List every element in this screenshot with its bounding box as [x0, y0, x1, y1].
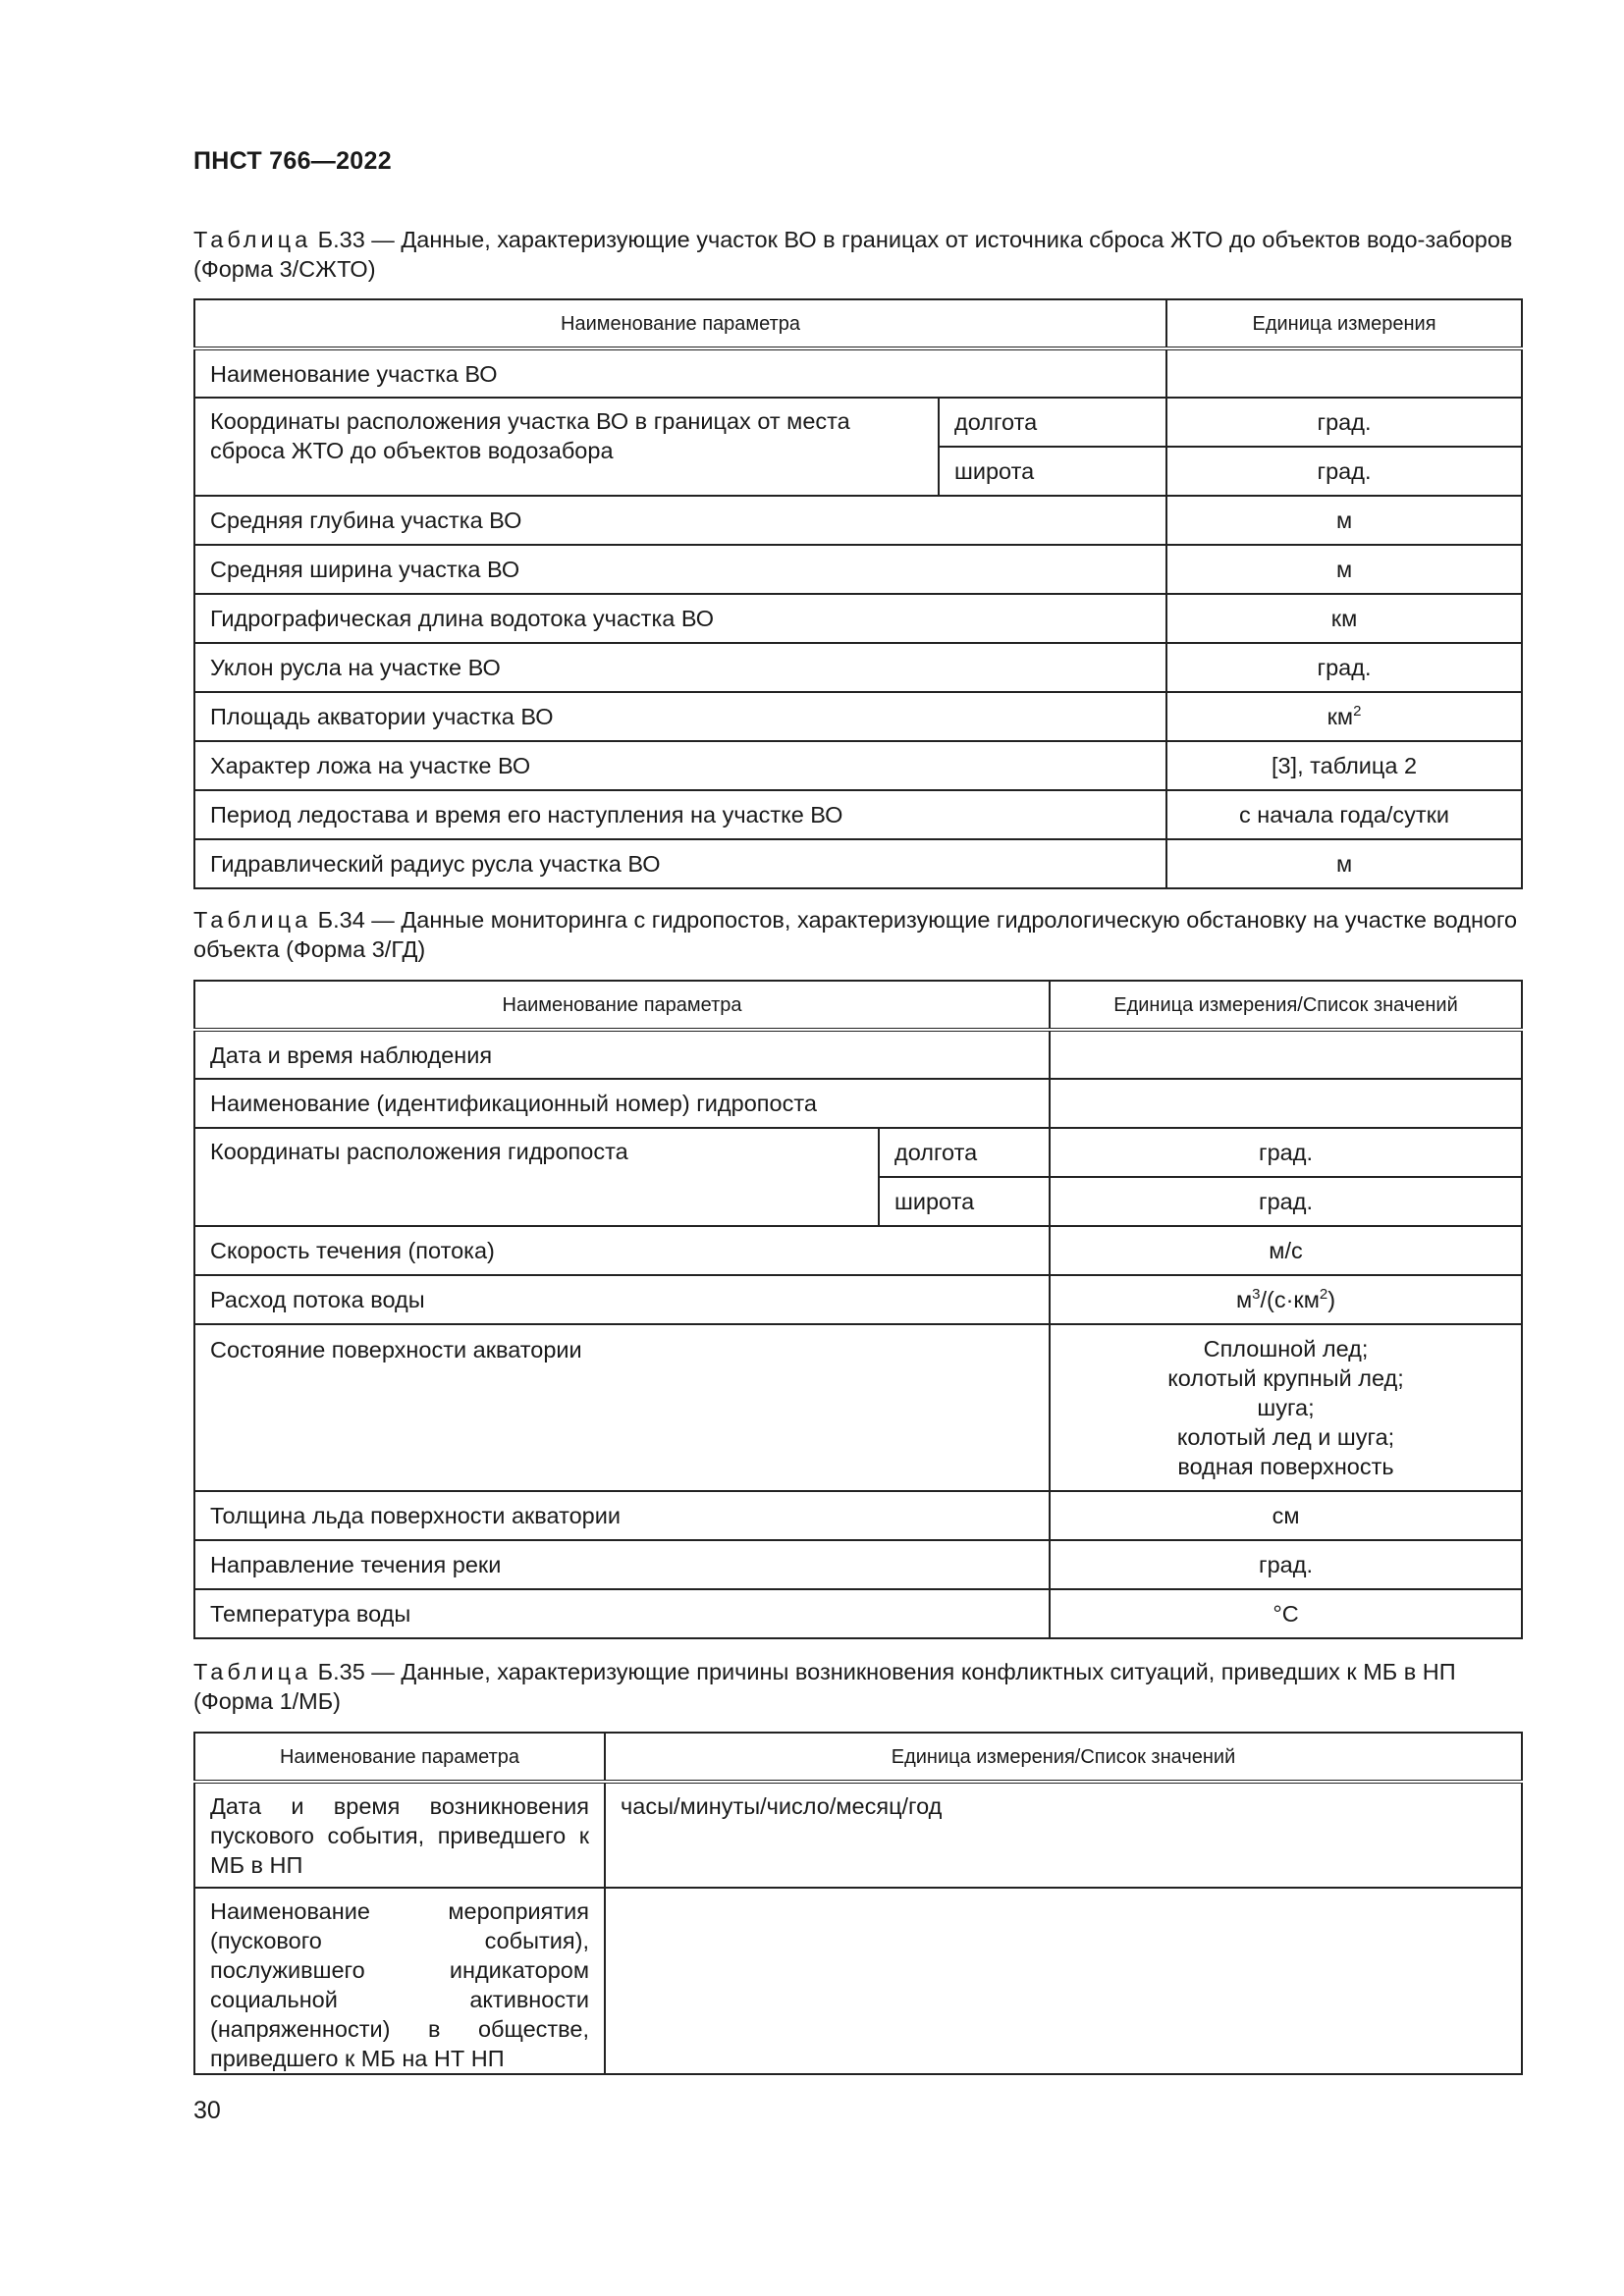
unit-cell: км — [1166, 594, 1522, 643]
table-b34 — [193, 980, 1523, 1639]
unit-cell: град. — [1166, 398, 1522, 447]
param-cell: Температура воды — [194, 1589, 1050, 1638]
col-header-param: Наименование параметра — [194, 299, 1166, 348]
caption-prefix: Таблица — [193, 907, 312, 933]
caption-text: Б.35 — Данные, характеризующие причины возникновения конфликтных ситуаций, приведших к МБ в НП (Форма 1/МБ) — [193, 1659, 1456, 1714]
value-list-item: Сплошной лед; — [1203, 1336, 1369, 1362]
param-cell: Дата и время наблюдения — [194, 1030, 1050, 1079]
sub-param-cell: широта — [939, 447, 1166, 496]
unit-superscript: 2 — [1353, 703, 1362, 721]
param-cell: Наименование участка ВО — [194, 348, 1166, 398]
unit-cell: м/с — [1050, 1226, 1522, 1275]
unit-cell: град. — [1050, 1540, 1522, 1589]
param-cell: Характер ложа на участке ВО — [194, 741, 1166, 790]
unit-cell: см — [1050, 1491, 1522, 1540]
value-list-item: шуга; — [1257, 1395, 1315, 1420]
caption-text: Б.33 — Данные, характеризующие участок ВО в границах от источника сброса ЖТО до объектов водо-заборов (Форма 3/СЖТО) — [193, 227, 1513, 282]
value-list-item: водная поверхность — [1177, 1454, 1394, 1479]
param-cell: Координаты расположения участка ВО в границах от места сброса ЖТО до объектов водозабора — [194, 398, 939, 496]
unit-text: ) — [1327, 1287, 1336, 1312]
unit-cell — [1166, 348, 1522, 398]
unit-cell: град. — [1050, 1177, 1522, 1226]
param-cell: Расход потока воды — [194, 1275, 1050, 1324]
caption-prefix: Таблица — [193, 227, 312, 252]
param-cell: Наименование (идентификационный номер) гидропоста — [194, 1079, 1050, 1128]
unit-cell — [605, 1888, 1522, 2074]
caption-prefix: Таблица — [193, 1659, 312, 1684]
param-cell: Направление течения реки — [194, 1540, 1050, 1589]
unit-cell: м — [1166, 545, 1522, 594]
unit-cell: град. — [1166, 643, 1522, 692]
caption-text: Б.34 — Данные мониторинга с гидропостов, характеризующие гидрологическую обстановку на участке водного объекта (Форма 3/ГД) — [193, 907, 1518, 962]
unit-superscript: 2 — [1319, 1286, 1328, 1304]
param-cell: Координаты расположения гидропоста — [194, 1128, 879, 1226]
param-cell: Наименование мероприятия (пускового события), послужившего индикатором социальной активности (напряженности) в обществе, приведшего к МБ на НТ НП — [194, 1888, 605, 2074]
unit-cell: м — [1166, 839, 1522, 888]
param-cell: Гидрографическая длина водотока участка ВО — [194, 594, 1166, 643]
unit-cell — [1050, 1030, 1522, 1079]
col-header-param: Наименование параметра — [194, 981, 1050, 1030]
document-header: ПНСТ 766—2022 — [193, 147, 392, 175]
param-cell: Состояние поверхности акватории — [194, 1324, 1050, 1491]
unit-cell: град. — [1166, 447, 1522, 496]
param-cell: Средняя глубина участка ВО — [194, 496, 1166, 545]
unit-cell — [1050, 1275, 1522, 1324]
col-header-unit: Единица измерения/Список значений — [605, 1733, 1522, 1782]
unit-text: /(с·км — [1260, 1287, 1320, 1312]
unit-superscript: 3 — [1252, 1286, 1261, 1304]
param-cell: Скорость течения (потока) — [194, 1226, 1050, 1275]
table-b33 — [193, 298, 1523, 889]
param-cell: Гидравлический радиус русла участка ВО — [194, 839, 1166, 888]
unit-text: км — [1326, 704, 1354, 729]
col-header-unit: Единица измерения/Список значений — [1050, 981, 1522, 1030]
param-cell: Дата и время возникновения пускового события, приведшего к МБ в НП — [194, 1782, 605, 1888]
table-b33-caption — [193, 225, 1521, 284]
unit-cell — [1050, 1324, 1522, 1491]
unit-cell: град. — [1050, 1128, 1522, 1177]
page-number: 30 — [193, 2097, 221, 2124]
sub-param-cell: широта — [879, 1177, 1050, 1226]
unit-cell: с начала года/сутки — [1166, 790, 1522, 839]
table-b35 — [193, 1732, 1523, 2075]
table-b35-caption — [193, 1657, 1521, 1716]
param-cell: Период ледостава и время его наступления на участке ВО — [194, 790, 1166, 839]
unit-text: м — [1235, 1287, 1253, 1312]
param-cell: Уклон русла на участке ВО — [194, 643, 1166, 692]
table-b34-caption — [193, 905, 1521, 964]
param-cell: Толщина льда поверхности акватории — [194, 1491, 1050, 1540]
unit-cell: часы/минуты/число/месяц/год — [605, 1782, 1522, 1888]
unit-cell: м — [1166, 496, 1522, 545]
value-list-item: колотый лед и шуга; — [1176, 1424, 1395, 1450]
col-header-unit: Единица измерения — [1166, 299, 1522, 348]
unit-cell: °С — [1050, 1589, 1522, 1638]
col-header-param: Наименование параметра — [194, 1733, 605, 1782]
sub-param-cell: долгота — [879, 1128, 1050, 1177]
unit-cell — [1166, 692, 1522, 741]
param-cell: Средняя ширина участка ВО — [194, 545, 1166, 594]
unit-cell — [1050, 1079, 1522, 1128]
param-cell: Площадь акватории участка ВО — [194, 692, 1166, 741]
unit-cell: [3], таблица 2 — [1166, 741, 1522, 790]
value-list-item: колотый крупный лед; — [1167, 1365, 1404, 1391]
sub-param-cell: долгота — [939, 398, 1166, 447]
